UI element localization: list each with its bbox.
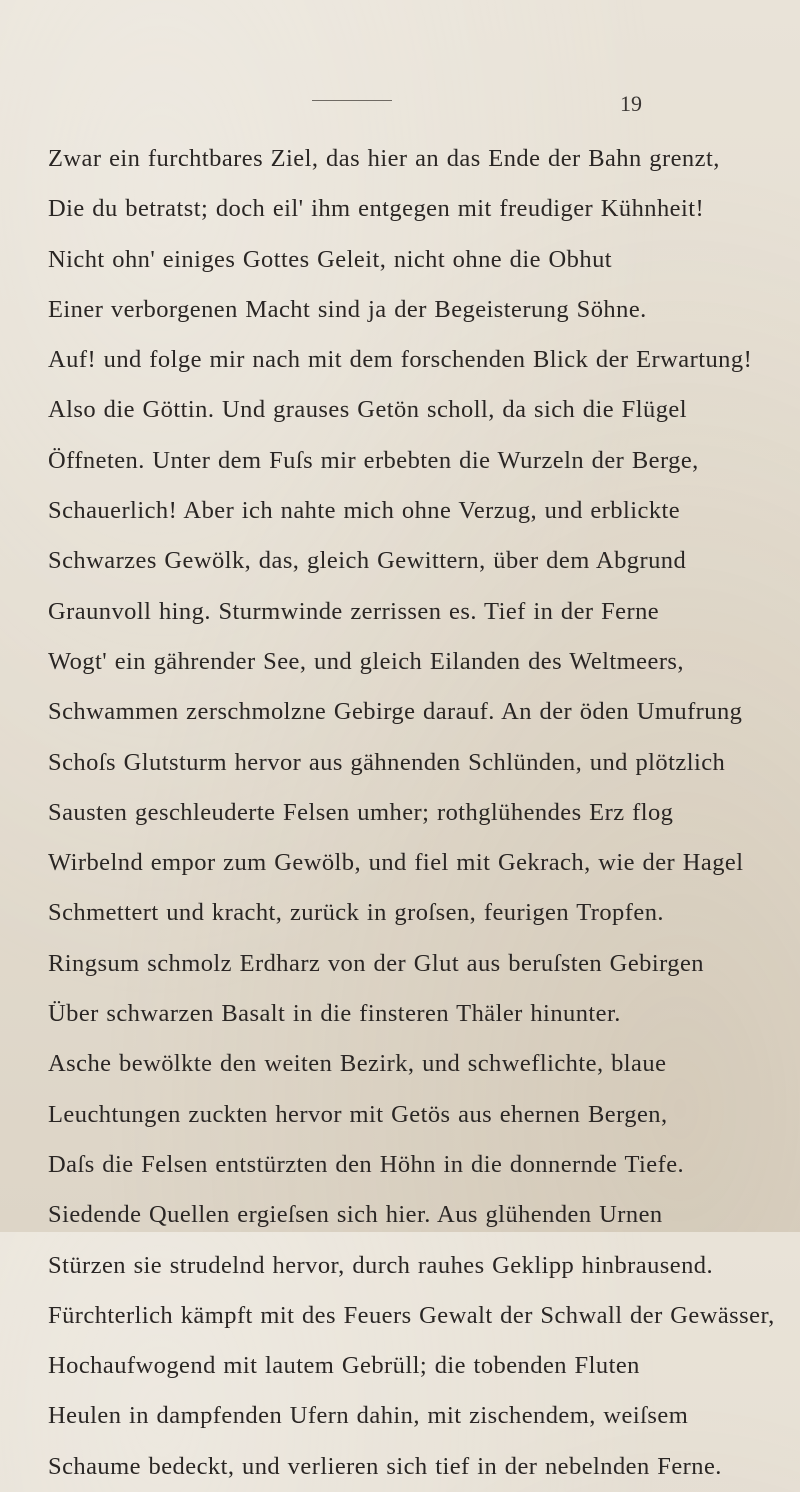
poem-line: Nicht ohn' einiges Gottes Geleit, nicht ohne die Obhut (48, 245, 613, 273)
poem-line: Zwar ein furchtbares Ziel, das hier an das Ende der Bahn grenzt, (48, 145, 720, 172)
poem-line: Einer verborgenen Macht sind ja der Begeisterung Söhne. (48, 295, 647, 323)
poem-line: Schmettert und kracht, zurück in groſsen, feurigen Tropfen. (48, 899, 664, 927)
header-rule (312, 100, 392, 101)
poem-line: Wogt' ein gährender See, und gleich Eilanden des Weltmeers, (48, 647, 684, 675)
poem-line: Schauerlich! Aber ich nahte mich ohne Verzug, und erblickte (48, 497, 681, 525)
page-number: 19 (620, 91, 642, 116)
poem-line: Schwammen zerschmolzne Gebirge darauf. An der öden Umufrung (48, 698, 743, 726)
poem-line: Also die Göttin. Und grauses Getön scholl, da sich die Flügel (48, 396, 687, 424)
poem-line: Auf! und folge mir nach mit dem forschenden Blick der Erwartung! (48, 346, 753, 374)
poem-line: Fürchterlich kämpft mit des Feuers Gewalt der Schwall der Gewässer, (48, 1301, 775, 1329)
poem-line: Schaume bedeckt, und verlieren sich tief in der nebelnden Ferne. (48, 1452, 722, 1480)
poem-line: Sausten geschleuderte Felsen umher; rothglühendes Erz flog (48, 798, 674, 826)
poem-line: Stürzen sie strudelnd hervor, durch rauhes Geklipp hinbrausend. (48, 1251, 714, 1279)
poem-line: Schoſs Glutsturm hervor aus gähnenden Schlünden, und plötzlich (48, 748, 726, 776)
poem-line: Daſs die Felsen entstürzten den Höhn in die donnernde Tiefe. (48, 1150, 685, 1178)
poem-line: Heulen in dampfenden Ufern dahin, mit zischendem, weiſsem (48, 1402, 689, 1430)
poem-line: Schwarzes Gewölk, das, gleich Gewittern, über dem Abgrund (48, 547, 687, 575)
poem-line: Leuchtungen zuckten hervor mit Getös aus ehernen Bergen, (48, 1100, 668, 1128)
poem-line: Graunvoll hing. Sturmwinde zerrissen es. Tief in der Ferne (48, 597, 660, 625)
poem-text (48, 134, 788, 1492)
poem-line: Siedende Quellen ergieſsen sich hier. Aus glühenden Urnen (48, 1201, 663, 1229)
poem-line: Ringsum schmolz Erdharz von der Glut aus beruſsten Gebirgen (48, 949, 704, 977)
poem-line: Hochaufwogend mit lautem Gebrüll; die tobenden Fluten (48, 1352, 640, 1380)
poem-line: Die du betratst; doch eil' ihm entgegen mit freudiger Kühnheit! (48, 195, 705, 223)
poem-line: Asche bewölkte den weiten Bezirk, und schweflichte, blaue (48, 1050, 667, 1078)
poem-line: Wirbelnd empor zum Gewölb, und fiel mit Gekrach, wie der Hagel (48, 849, 744, 877)
poem-line: Öffneten. Unter dem Fuſs mir erbebten die Wurzeln der Berge, (48, 446, 699, 474)
poem-line: Über schwarzen Basalt in die finsteren Thäler hinunter. (48, 1000, 621, 1028)
